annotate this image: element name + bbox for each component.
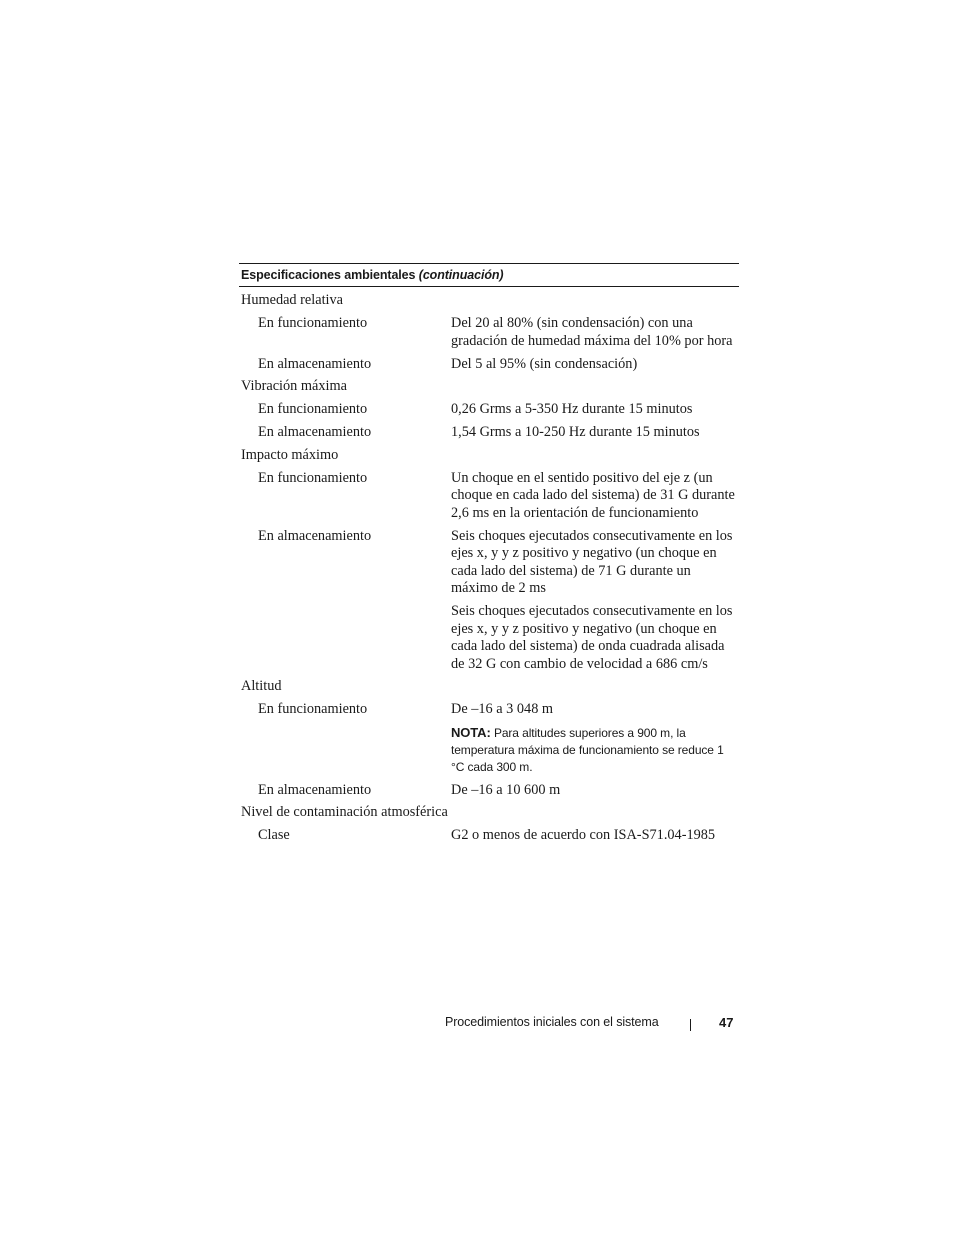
table-body	[239, 292, 739, 845]
row-value	[451, 401, 739, 419]
row-label: En almacenamiento	[258, 527, 372, 544]
row-label: En funcionamiento	[258, 701, 368, 717]
table-header	[239, 264, 739, 286]
table-row	[239, 401, 739, 419]
note-text: Para altitudes superiores a 900 m, la temperatura máxima de funcionamiento se reduce 1 °C cada 300 m.	[451, 726, 724, 774]
row-value	[451, 424, 739, 442]
table-row	[239, 782, 739, 800]
table-row	[239, 827, 739, 845]
table-row	[239, 470, 739, 523]
value-text: Un choque en el sentido positivo del eje z (un choque en cada lado del sistema) de 31 G durante 2,6 ms en la orientación de funcionamiento	[451, 469, 735, 521]
row-label: En almacenamiento	[258, 781, 372, 798]
section-heading: Impacto máximo	[241, 446, 339, 463]
row-label: En funcionamiento	[258, 401, 368, 417]
value-text: Del 5 al 95% (sin condensación)	[451, 355, 638, 372]
row-value	[451, 701, 739, 776]
table-row	[239, 315, 739, 350]
table-title-suffix: (continuación)	[418, 268, 504, 282]
section-heading: Nivel de contaminación atmosférica	[241, 804, 448, 820]
section-heading: Humedad relativa	[241, 292, 344, 308]
value-text: Seis choques ejecutados consecutivamente en los ejes x, y y z positivo y negativo (un choque en cada lado del sistema) de onda cuadrada alisada de 32 G con cambio de velocidad a 686 cm/s	[451, 603, 733, 672]
value-text: G2 o menos de acuerdo con ISA-S71.04-1985	[451, 827, 716, 843]
value-text: De –16 a 10 600 m	[451, 781, 561, 798]
table-header-rule	[239, 286, 739, 287]
row-value	[451, 356, 739, 374]
note	[451, 724, 739, 776]
row-value	[451, 528, 739, 674]
value-text: De –16 a 3 048 m	[451, 701, 554, 717]
row-label: Clase	[258, 827, 290, 843]
row-value	[451, 470, 739, 523]
table-row	[239, 701, 739, 776]
table-row	[239, 528, 739, 674]
table-title: Especificaciones ambientales	[241, 268, 416, 282]
note-label: NOTA:	[451, 725, 491, 740]
footer-chapter-title: Procedimientos iniciales con el sistema	[445, 1015, 659, 1029]
section-heading: Altitud	[241, 678, 282, 694]
table-row	[239, 424, 739, 442]
row-label: En almacenamiento	[258, 424, 372, 440]
section-heading: Vibración máxima	[241, 378, 347, 394]
value-text: 1,54 Grms a 10-250 Hz durante 15 minutos	[451, 424, 700, 440]
specifications-table	[239, 263, 739, 845]
page-number: 47	[719, 1015, 734, 1030]
row-label: En funcionamiento	[258, 315, 368, 331]
row-label: En funcionamiento	[258, 469, 368, 486]
value-text: Del 20 al 80% (sin condensación) con una gradación de humedad máxima del 10% por hora	[451, 315, 733, 349]
table-row	[239, 356, 739, 374]
row-value	[451, 827, 739, 845]
row-value	[451, 315, 739, 350]
value-text: Seis choques ejecutados consecutivamente en los ejes x, y y z positivo y negativo (un choque en cada lado del sistema) de 71 G durante un máximo de 2 ms	[451, 527, 733, 596]
footer-separator	[690, 1019, 691, 1031]
value-text: 0,26 Grms a 5-350 Hz durante 15 minutos	[451, 401, 693, 417]
row-value	[451, 782, 739, 800]
row-label: En almacenamiento	[258, 355, 372, 372]
